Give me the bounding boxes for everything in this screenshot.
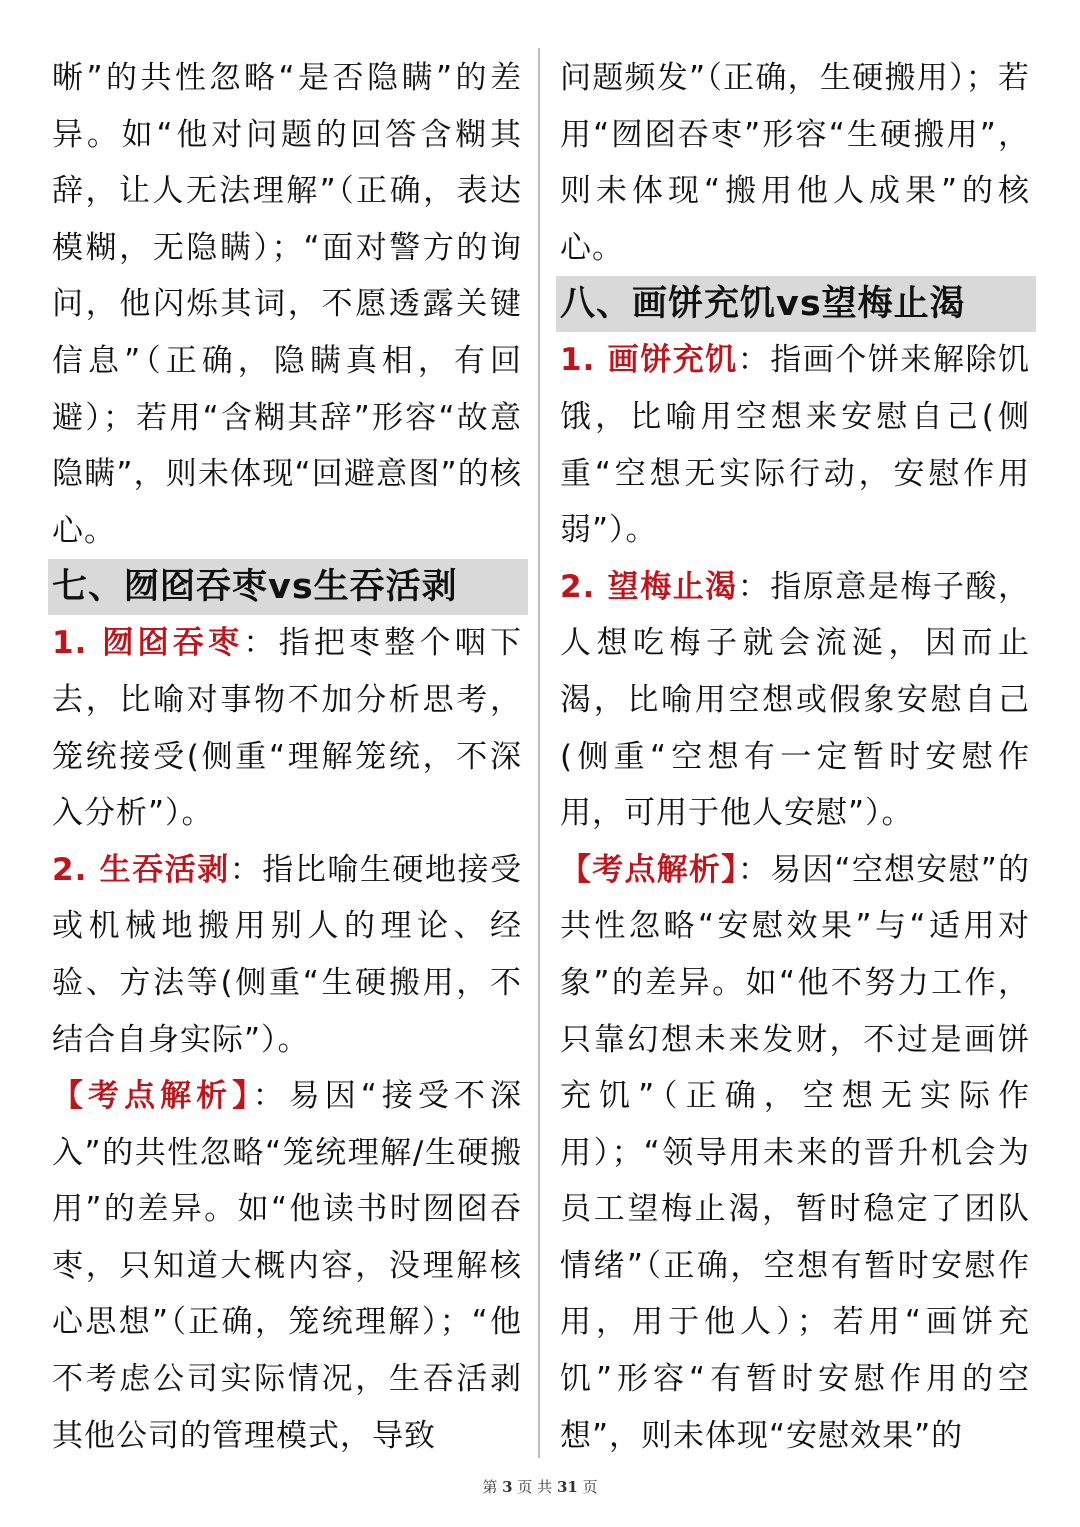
analysis-label: 【考点解析】 xyxy=(560,851,738,888)
analysis-label: 【考点解析】 xyxy=(52,1078,253,1115)
continued-paragraph: 晰”的共性忽略“是否隐瞒”的差异。如“他对问题的回答含糊其辞，让人无法理解”（正确，表达模糊，无隐瞒）；“面对警方的询问，他闪烁其词，不愿透露关键信息”（正确，隐瞒真相，有回避）；若用“含糊其辞”形容“故意隐瞒”，则未体现“回避意图”的核心。 xyxy=(52,60,522,549)
right-column xyxy=(560,50,1030,1464)
idiom-term: 1. 画饼充饥 xyxy=(560,342,738,379)
left-column xyxy=(52,50,522,1464)
continued-paragraph: 问题频发”（正确，生硬搬用）；若用“囫囵吞枣”形容“生硬搬用”，则未体现“搬用他人成果”的核心。 xyxy=(560,60,1030,266)
idiom-definition-1 xyxy=(52,615,522,841)
analysis-text: ：易因“接受不深入”的共性忽略“笼统理解/生硬搬用”的差异。如“他读书时囫囵吞枣，只知道大概内容，没理解核心思想”（正确，笼统理解）；“他不考虑公司实际情况，生吞活剥其他公司的管理模式，导致 xyxy=(52,1078,522,1454)
footer-suffix: 页 xyxy=(582,1478,598,1496)
idiom-term: 2. 生吞活剥 xyxy=(52,851,230,888)
section-heading-8: 八、画饼充饥vs望梅止渴 xyxy=(556,276,1036,332)
idiom-explanation: ：指原意是梅子酸，人想吃梅子就会流涎，因而止渴，比喻用空想或假象安慰自己(侧重“空想有一定暂时安慰作用，可用于他人安慰”）。 xyxy=(560,568,1031,832)
footer-middle: 页 共 xyxy=(517,1478,553,1496)
idiom-explanation: ：指画个饼来解除饥饿，比喻用空想来安慰自己(侧重“空想无实际行动，安慰作用弱”）。 xyxy=(560,342,1031,549)
idiom-definition-1 xyxy=(560,332,1030,558)
idiom-term: 1. 囫囵吞枣 xyxy=(52,625,244,662)
footer-prefix: 第 xyxy=(482,1478,498,1496)
idiom-explanation: ：指比喻生硬地接受或机械地搬用别人的理论、经验、方法等(侧重“生硬搬用，不结合自身实际”）。 xyxy=(52,851,523,1058)
page-footer xyxy=(0,1476,1080,1497)
idiom-definition-2 xyxy=(52,842,522,1068)
analysis-paragraph xyxy=(560,842,1030,1465)
column-divider xyxy=(538,48,540,1458)
total-pages-number: 31 xyxy=(556,1478,578,1496)
section-heading-7: 七、囫囵吞枣vs生吞活剥 xyxy=(48,559,528,615)
current-page-number: 3 xyxy=(502,1478,513,1496)
idiom-definition-2 xyxy=(560,559,1030,842)
analysis-text: ：易因“空想安慰”的共性忽略“安慰效果”与“适用对象”的差异。如“他不努力工作，只靠幻想未来发财，不过是画饼充饥”（正确，空想无实际作用）；“领导用未来的晋升机会为员工望梅止渴，暂时稳定了团队情绪”（正确，空想有暂时安慰作用，用于他人）；若用“画饼充饥”形容“有暂时安慰作用的空想”，则未体现“安慰效果”的 xyxy=(560,851,1031,1454)
analysis-paragraph xyxy=(52,1068,522,1464)
idiom-term: 2. 望梅止渴 xyxy=(560,568,738,605)
idiom-explanation: ：指把枣整个咽下去，比喻对事物不加分析思考，笼统接受(侧重“理解笼统，不深入分析”）。 xyxy=(52,625,523,832)
